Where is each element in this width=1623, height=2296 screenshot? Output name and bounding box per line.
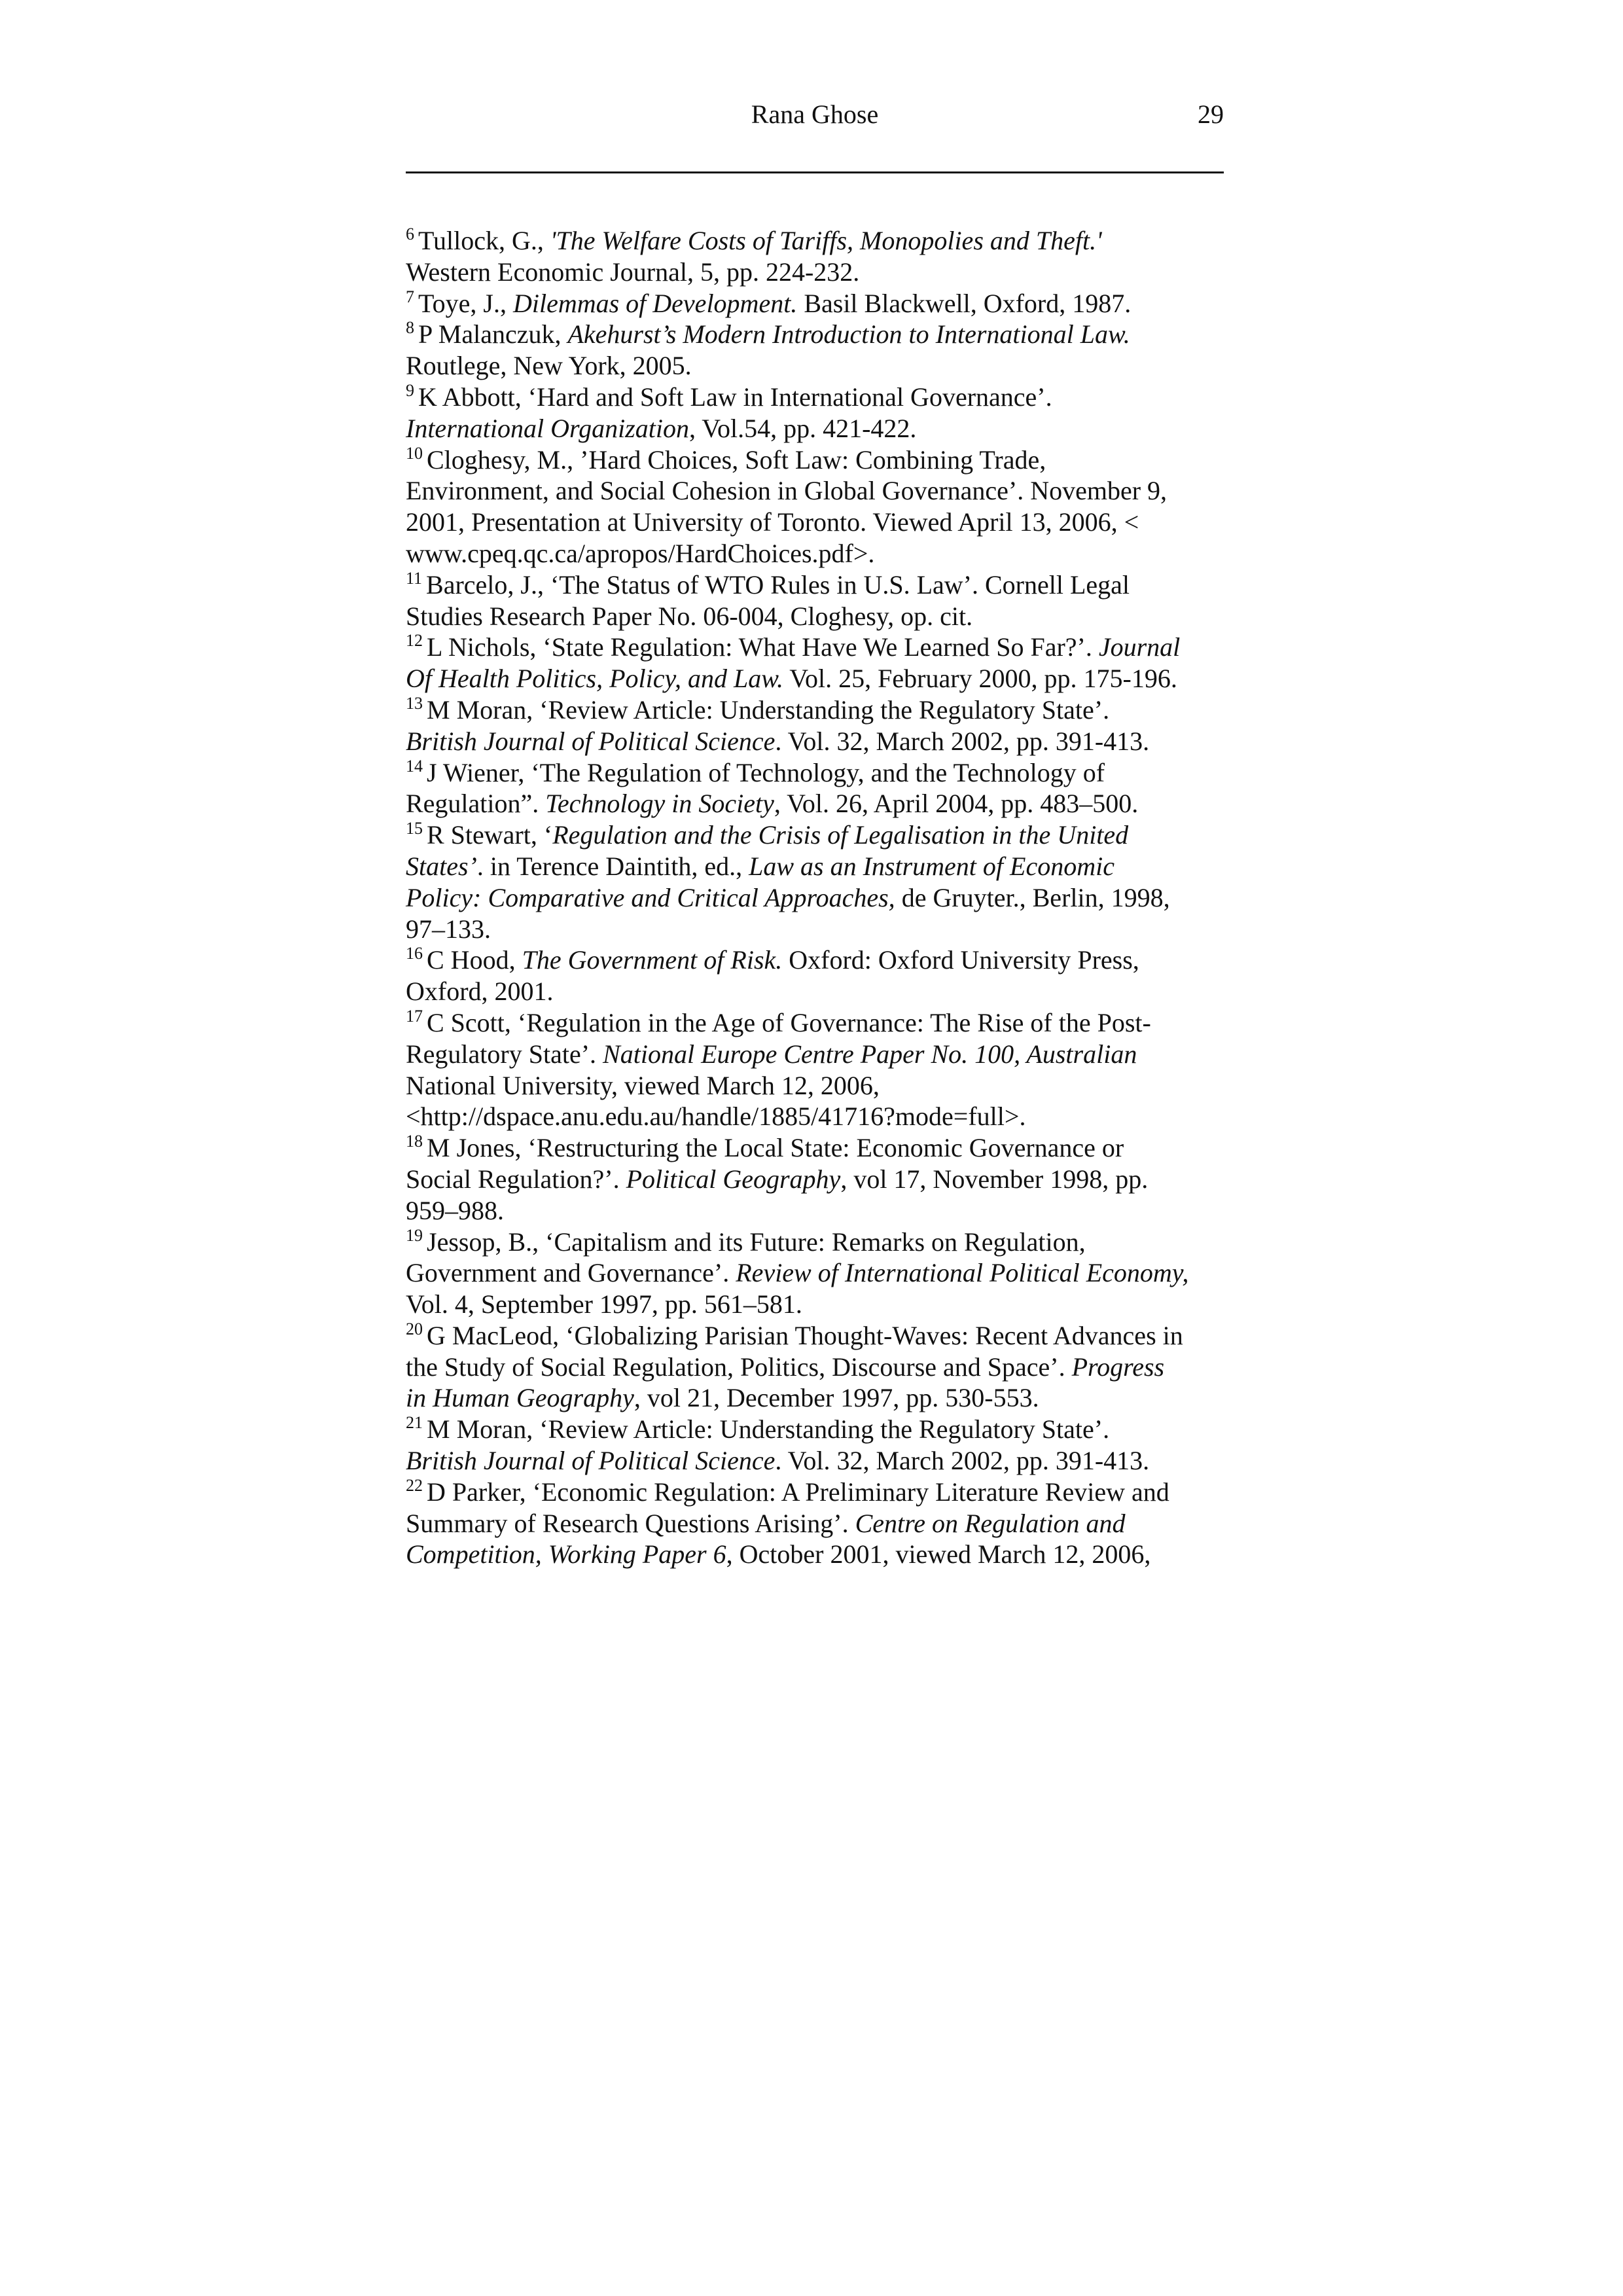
footnote (406, 1414, 1237, 1477)
footnote-line (406, 851, 1237, 882)
footnote-number: 10 (406, 443, 423, 463)
footnote (406, 944, 1237, 1007)
footnote-italic-text: Law as an Instrument of Economic (749, 851, 1115, 881)
footnote-text: Oxford, 2001. (406, 977, 554, 1007)
footnote-line (406, 1382, 1237, 1414)
footnote-line (406, 976, 1237, 1007)
footnote-line (406, 569, 1237, 601)
footnote-line (406, 819, 1237, 851)
running-header (406, 98, 1224, 131)
footnote-text: , October 2001, viewed March 12, 2006, (726, 1539, 1151, 1570)
footnote-line (406, 507, 1237, 538)
footnote-line (406, 1039, 1237, 1070)
footnote-text: Summary of Research Questions Arising’. (406, 1508, 855, 1538)
footnote-text: Cloghesy, M., ’Hard Choices, Soft Law: Combining Trade, (427, 444, 1046, 475)
running-head-author: Rana Ghose (751, 99, 879, 129)
footnote-text: , vol 21, December 1997, pp. 530-553. (633, 1383, 1039, 1413)
footnote-italic-text: National Europe Centre Paper No. 100, Australian (603, 1039, 1137, 1069)
footnote-text: Western Economic Journal, 5, pp. 224-232. (406, 257, 860, 287)
footnote (406, 1007, 1237, 1132)
footnote-line (406, 694, 1237, 726)
footnote-text: , Vol. 26, April 2004, pp. 483–500. (774, 789, 1139, 819)
footnote-italic-text: Regulation and the Crisis of Legalisation in the United (552, 820, 1129, 850)
footnote-text: Regulation”. (406, 789, 546, 819)
footnote (406, 819, 1237, 944)
footnote (406, 382, 1237, 444)
footnote (406, 288, 1237, 319)
footnote-line (406, 225, 1237, 257)
footnote-line (406, 475, 1237, 507)
footnote-number: 18 (406, 1132, 423, 1151)
footnote-italic-text: British Journal of Political Science (406, 1446, 776, 1476)
footnote-line (406, 413, 1237, 444)
footnote-text: Toye, J., (418, 288, 513, 318)
footnotes-list (406, 225, 1237, 1570)
footnote-number: 17 (406, 1006, 423, 1026)
footnote-text: R Stewart, ‘ (427, 820, 553, 850)
footnote-text: D Parker, ‘Economic Regulation: A Preliminary Literature Review and (427, 1477, 1169, 1507)
footnote-number: 13 (406, 693, 423, 713)
footnote-italic-text: 'The Welfare Costs of Tariffs, Monopolies and Theft.' (550, 226, 1102, 255)
footnote-number: 21 (406, 1413, 423, 1433)
footnote (406, 1477, 1237, 1570)
footnote-italic-text: International Organization (406, 413, 689, 443)
footnote-number: 19 (406, 1225, 423, 1245)
footnote (406, 569, 1237, 632)
footnote-line (406, 1101, 1237, 1132)
footnote-line (406, 944, 1237, 976)
footnote-number: 16 (406, 944, 423, 963)
footnote-line (406, 444, 1237, 476)
footnote-text: Regulatory State’. (406, 1039, 603, 1069)
footnote-text: . Vol. 32, March 2002, pp. 391-413. (775, 1446, 1150, 1476)
footnote-line (406, 1289, 1237, 1320)
footnote-text: Tullock, G., (418, 226, 550, 255)
footnote (406, 694, 1237, 757)
footnote-text: 959–988. (406, 1195, 504, 1225)
footnote-italic-text: States’ (406, 851, 477, 881)
footnote-line (406, 1539, 1237, 1570)
footnote-number: 8 (406, 318, 414, 338)
footnote-number: 7 (406, 287, 414, 306)
footnote-number: 14 (406, 756, 423, 776)
footnote-line (406, 1414, 1237, 1445)
footnote-line (406, 257, 1237, 288)
footnote-line (406, 663, 1237, 694)
footnote-italic-text: Progress (1071, 1352, 1165, 1382)
footnote-text: <http://dspace.anu.edu.au/handle/1885/41716?mode=full>. (406, 1102, 1026, 1132)
footnote-text: Studies Research Paper No. 06-004, Cloghesy, op. cit. (406, 601, 973, 631)
footnote-text: . Vol. 32, March 2002, pp. 391-413. (775, 726, 1150, 756)
footnote-italic-text: British Journal of Political Science (406, 726, 776, 756)
footnote-text: Jessop, B., ‘Capitalism and its Future: Remarks on Regulation, (427, 1227, 1086, 1257)
footnote-text: National University, viewed March 12, 2006, (406, 1070, 880, 1100)
footnote-line (406, 350, 1237, 382)
footnote-line (406, 288, 1237, 319)
footnote-italic-text: Review of International Political Economy, (736, 1258, 1189, 1288)
footnote-text: Barcelo, J., ‘The Status of WTO Rules in U.S. Law’. Cornell Legal (426, 569, 1130, 600)
footnote-text: 2001, Presentation at University of Toronto. Viewed April 13, 2006, < (406, 507, 1139, 537)
footnote-line (406, 788, 1237, 819)
footnote-text: . in Terence Daintith, ed., (476, 851, 749, 881)
footnote-line (406, 601, 1237, 632)
footnote-line (406, 1257, 1237, 1289)
footnote-line (406, 1070, 1237, 1102)
footnote-number: 6 (406, 224, 414, 243)
footnote-line (406, 1508, 1237, 1539)
footnote-text: Government and Governance’. (406, 1258, 736, 1288)
footnote-number: 11 (406, 568, 423, 588)
footnote-text: Vol. 25, February 2000, pp. 175-196. (783, 664, 1177, 694)
footnote-text: , Vol.54, pp. 421-422. (688, 413, 917, 443)
footnote-italic-text: Dilemmas of Development. (512, 288, 798, 318)
footnote-italic-text: in Human Geography (406, 1383, 634, 1413)
footnote (406, 632, 1237, 694)
footnote (406, 444, 1237, 569)
header-rule (406, 171, 1224, 173)
footnote-line (406, 1352, 1237, 1383)
footnote-line (406, 382, 1237, 413)
footnote-italic-text: Competition, Working Paper 6 (406, 1539, 726, 1570)
footnote-text: Vol. 4, September 1997, pp. 561–581. (406, 1289, 802, 1319)
footnote-text: M Jones, ‘Restructuring the Local State: Economic Governance or (427, 1133, 1124, 1163)
footnote-number: 22 (406, 1475, 423, 1495)
page-number: 29 (1198, 99, 1224, 129)
footnote-line (406, 757, 1237, 789)
footnote (406, 1320, 1237, 1414)
footnote-text: K Abbott, ‘Hard and Soft Law in International Governance’. (418, 382, 1052, 412)
footnote-italic-text: Political Geography (626, 1164, 841, 1194)
footnote (406, 757, 1237, 820)
footnote-italic-text: Technology in Society (545, 789, 774, 819)
footnote-text: de Gruyter., Berlin, 1998, (895, 882, 1170, 912)
footnote-text: Oxford: Oxford University Press, (782, 945, 1139, 975)
footnote-text: L Nichols, ‘State Regulation: What Have We Learned So Far?’. (427, 632, 1099, 662)
footnote-number: 9 (406, 380, 414, 400)
footnote-line (406, 914, 1237, 945)
footnote-line (406, 1320, 1237, 1352)
footnote-text: , vol 17, November 1998, pp. (840, 1164, 1149, 1194)
footnote-line (406, 1227, 1237, 1258)
footnote-line (406, 538, 1237, 569)
footnote-line (406, 882, 1237, 914)
footnote (406, 1227, 1237, 1320)
footnote-italic-text: Of Health Politics, Policy, and Law. (406, 664, 783, 694)
footnote-text: the Study of Social Regulation, Politics, Discourse and Space’. (406, 1352, 1072, 1382)
footnote-number: 12 (406, 631, 423, 651)
footnote-text: C Hood, (427, 945, 522, 975)
footnote-text: M Moran, ‘Review Article: Understanding the Regulatory State’. (427, 1414, 1110, 1444)
footnote-text: G MacLeod, ‘Globalizing Parisian Thought-Waves: Recent Advances in (427, 1320, 1183, 1350)
footnote-line (406, 1195, 1237, 1227)
footnote (406, 319, 1237, 382)
footnote-text: Social Regulation?’. (406, 1164, 626, 1194)
footnote-italic-text: The Government of Risk. (522, 945, 783, 975)
footnote-number: 15 (406, 819, 423, 838)
footnote-italic-text: Journal (1098, 632, 1181, 662)
footnote-text: Routlege, New York, 2005. (406, 351, 692, 381)
footnote-italic-text: Centre on Regulation and (855, 1508, 1126, 1538)
footnote-text: Basil Blackwell, Oxford, 1987. (797, 288, 1132, 318)
footnote-line (406, 632, 1237, 663)
footnote-line (406, 319, 1237, 350)
footnote-text: 97–133. (406, 914, 491, 944)
footnote (406, 225, 1237, 288)
footnote-text: M Moran, ‘Review Article: Understanding the Regulatory State’. (427, 694, 1110, 725)
footnote-text: J Wiener, ‘The Regulation of Technology, and the Technology of (427, 757, 1105, 787)
footnote-line (406, 1477, 1237, 1508)
footnote-line (406, 1164, 1237, 1195)
footnote-line (406, 1132, 1237, 1164)
footnote-text: Environment, and Social Cohesion in Global Governance’. November 9, (406, 476, 1168, 506)
footnote-number: 20 (406, 1319, 423, 1338)
footnote-line (406, 726, 1237, 757)
footnote-italic-text: Akehurst’s Modern Introduction to International Law. (567, 319, 1130, 350)
footnote-text: P Malanczuk, (418, 319, 568, 350)
footnote-text: C Scott, ‘Regulation in the Age of Governance: The Rise of the Post- (427, 1007, 1151, 1037)
footnote-line (406, 1007, 1237, 1039)
footnote-line (406, 1445, 1237, 1477)
footnote-text: www.cpeq.qc.ca/apropos/HardChoices.pdf>. (406, 538, 875, 568)
footnote-italic-text: Policy: Comparative and Critical Approaches, (406, 882, 895, 912)
footnote (406, 1132, 1237, 1226)
